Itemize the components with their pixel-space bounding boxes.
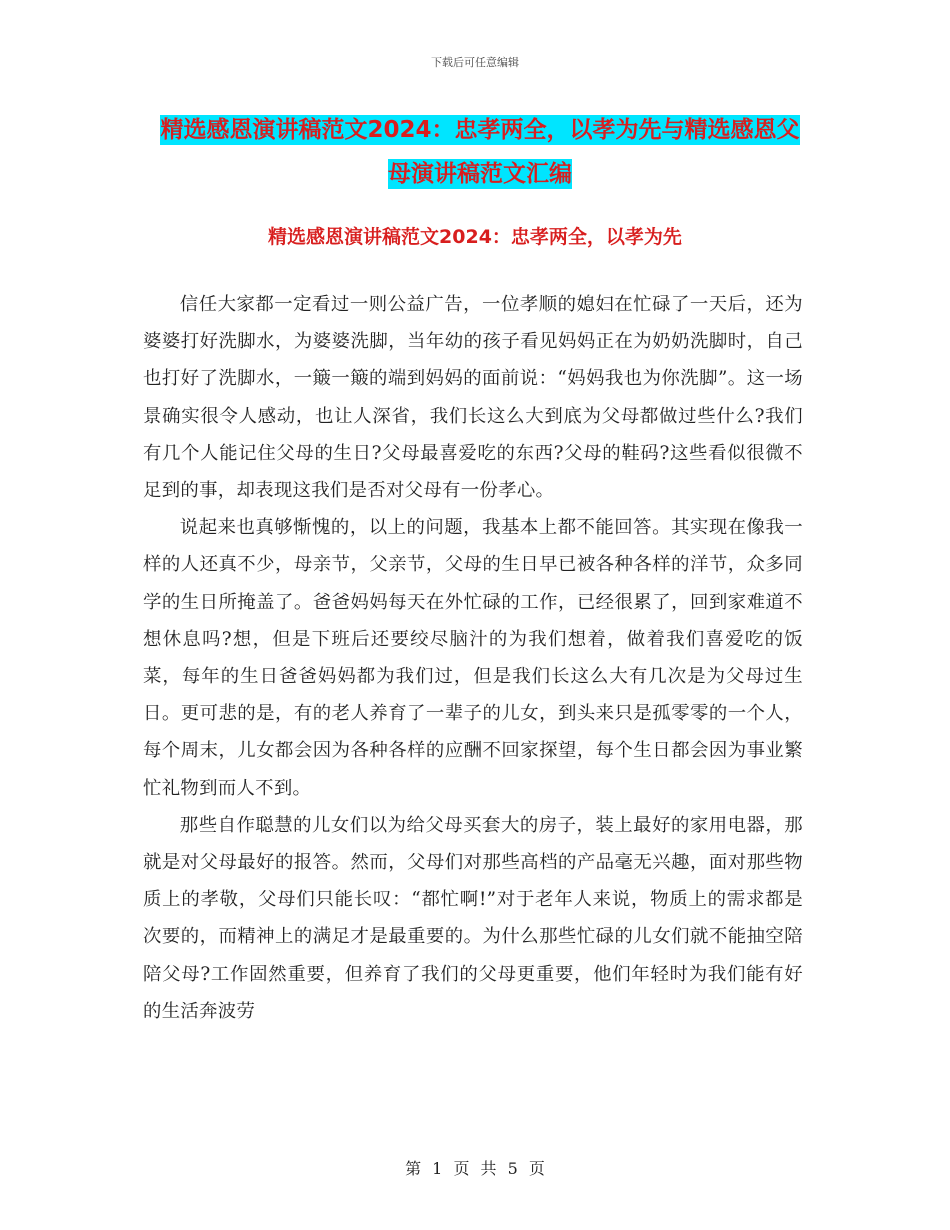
document-title-text: 精选感恩演讲稿范文2024：忠孝两全，以孝为先与精选感恩父母演讲稿范文汇编	[160, 117, 800, 187]
document-body	[143, 286, 803, 1030]
paragraph-1: 信任大家都一定看过一则公益广告，一位孝顺的媳妇在忙碌了一天后，还为婆婆打好洗脚水，为婆婆洗脚，当年幼的孩子看见妈妈正在为奶奶洗脚时，自己也打好了洗脚水，一簸一簸的端到妈妈的面前说：“妈妈我也为你洗脚”。这一场景确实很令人感动，也让人深省，我们长这么大到底为父母都做过些什么?我们有几个人能记住父母的生日?父母最喜爱吃的东西?父母的鞋码?这些看似很微不足到的事，却表现这我们是否对父母有一份孝心。	[143, 294, 803, 502]
paragraph-2: 说起来也真够惭愧的，以上的问题，我基本上都不能回答。其实现在像我一样的人还真不少，母亲节，父亲节，父母的生日早已被各种各样的洋节，众多同学的生日所掩盖了。爸爸妈妈每天在外忙碌的工作，已经很累了，回到家难道不想休息吗?想，但是下班后还要绞尽脑汁的为我们想着，做着我们喜爱吃的饭菜，每年的生日爸爸妈妈都为我们过，但是我们长这么大有几次是为父母过生日。更可悲的是，有的老人养育了一辈子的儿女，到头来只是孤零零的一个人，每个周末，儿女都会因为各种各样的应酬不回家探望，每个生日都会因为事业繁忙礼物到而人不到。	[143, 517, 803, 799]
paragraph-3: 那些自作聪慧的儿女们以为给父母买套大的房子，装上最好的家用电器，那就是对父母最好的报答。然而，父母们对那些高档的产品毫无兴趣，面对那些物质上的孝敬，父母们只能长叹：“都忙啊!”对于老年人来说，物质上的需求都是次要的，而精神上的满足才是最重要的。为什么那些忙碌的儿女们就不能抽空陪陪父母?工作固然重要，但养育了我们的父母更重要，他们年轻时为我们能有好的生活奔波劳	[143, 814, 803, 1022]
page-footer: 第 1 页 共 5 页	[405, 1159, 545, 1178]
document-title	[150, 108, 810, 196]
header-note: 下载后可任意编辑	[431, 56, 519, 69]
section-title: 精选感恩演讲稿范文2024：忠孝两全，以孝为先	[268, 226, 682, 248]
